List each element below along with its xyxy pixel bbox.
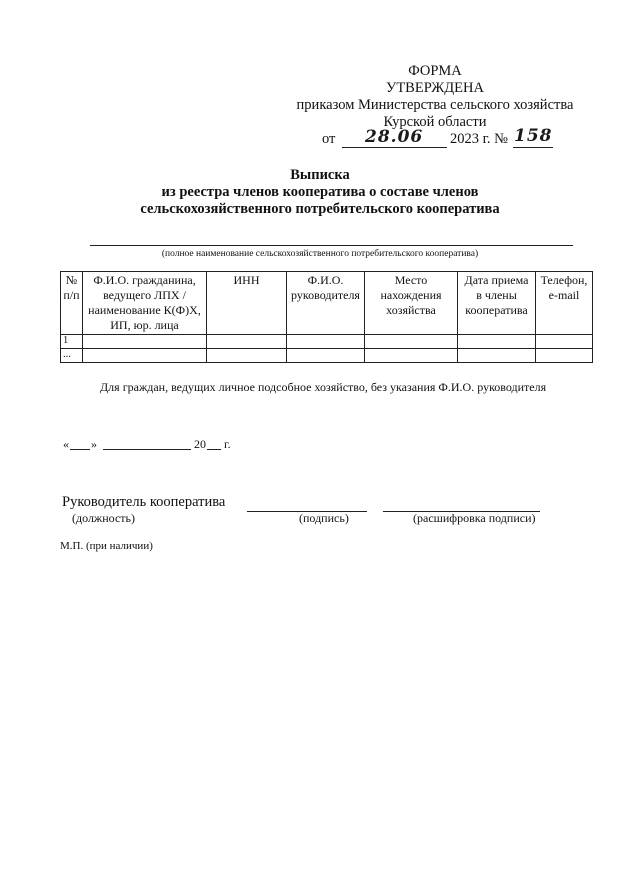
lph-note: Для граждан, ведущих личное подсобное хозяйство, без указания Ф.И.О. руководителя — [100, 380, 547, 394]
position-caption: (должность) — [72, 511, 135, 525]
form-label: ФОРМА — [408, 63, 462, 79]
document-subtitle-2: сельскохозяйственного потребительского кооператива — [140, 201, 500, 217]
row-number: 1 — [61, 335, 83, 349]
date-century: 20 — [194, 437, 206, 451]
table-cell — [207, 335, 287, 349]
row-number: ... — [61, 349, 83, 363]
signature-title: Руководитель кооператива — [62, 494, 226, 510]
approved-label: УТВЕРЖДЕНА — [386, 80, 484, 96]
order-number-handwritten: 158 — [514, 126, 553, 146]
order-year: 2023 г. № — [450, 131, 509, 147]
table-cell — [536, 335, 593, 349]
date-day-field — [70, 449, 90, 450]
stamp-note: М.П. (при наличии) — [60, 540, 153, 552]
col-full-name: Ф.И.О. гражданина, ведущего ЛПХ / наименование К(Ф)Х, ИП, юр. лица — [83, 272, 207, 335]
members-table — [60, 271, 593, 363]
coop-name-caption: (полное наименование сельскохозяйственного потребительского кооператива) — [161, 249, 479, 259]
table-cell — [287, 335, 365, 349]
region-line: Курской области — [383, 114, 487, 130]
table-cell — [83, 349, 207, 363]
col-location: Место нахождения хозяйства — [365, 272, 458, 335]
order-number-line — [513, 147, 553, 148]
table-cell — [458, 335, 536, 349]
date-year-suffix: г. — [224, 437, 231, 451]
date-open-quote: « — [63, 437, 69, 451]
coop-name-field — [90, 245, 573, 246]
col-head-name: Ф.И.О. руководителя — [287, 272, 365, 335]
table-header-row — [61, 272, 593, 335]
document-title: Выписка — [290, 167, 350, 183]
order-line: приказом Министерства сельского хозяйства — [296, 97, 574, 113]
signature-caption: (подпись) — [299, 511, 349, 525]
order-date-handwritten: 28.06 — [365, 127, 424, 147]
date-month-field — [103, 449, 191, 450]
table-row — [61, 349, 593, 363]
document-subtitle-1: из реестра членов кооператива о составе членов — [161, 184, 479, 200]
table-cell — [365, 349, 458, 363]
table-cell — [536, 349, 593, 363]
table-cell — [207, 349, 287, 363]
date-close-quote: » — [91, 437, 97, 451]
table-cell — [287, 349, 365, 363]
table-row — [61, 335, 593, 349]
col-admission-date: Дата приема в члены кооператива — [458, 272, 536, 335]
decoding-caption: (расшифровка подписи) — [413, 511, 536, 525]
from-prefix: от — [322, 131, 336, 147]
col-number: № п/п — [61, 272, 83, 335]
date-year-field — [207, 449, 221, 450]
table-cell — [458, 349, 536, 363]
col-inn: ИНН — [207, 272, 287, 335]
col-phone-email: Телефон, e-mail — [536, 272, 593, 335]
table-cell — [83, 335, 207, 349]
table-cell — [365, 335, 458, 349]
order-date-line — [342, 147, 447, 148]
